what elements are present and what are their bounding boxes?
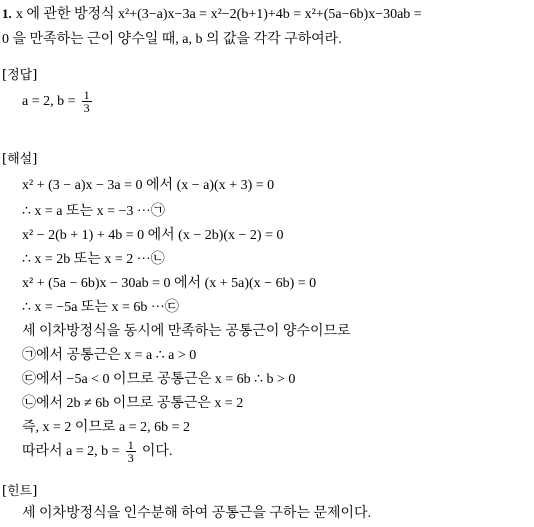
answer-frac-num: 1	[83, 88, 90, 102]
solution-header: [해설]	[2, 152, 38, 167]
answer-text: a = 2, b =	[22, 94, 76, 109]
answer-header: [정답]	[2, 68, 38, 83]
hint-header: [힌트]	[2, 484, 38, 499]
answer-fraction	[82, 89, 92, 114]
question-line-1	[2, 6, 422, 23]
conclusion-prefix: 따라서 a = 2, b =	[22, 444, 120, 459]
solution-line-8: ㉠에서 공통근은 x = a ∴ a > 0	[22, 348, 197, 363]
solution-line-4: ∴ x = 2b 또는 x = 2 ···㉡	[22, 252, 165, 267]
solution-line-5: x² + (5a − 6b)x − 30ab = 0 에서 (x + 5a)(x − 6b) = 0	[22, 276, 317, 291]
conclusion-frac-num: 1	[127, 438, 134, 452]
question-number: 1.	[2, 6, 12, 21]
question-text-1: x 에 관한 방정식 x²+(3−a)x−3a = x²−2(b+1)+4b = x²+(5a−6b)x−30ab =	[15, 7, 422, 22]
hint-text: 세 이차방정식을 인수분해 하여 공통근을 구하는 문제이다.	[22, 506, 372, 521]
solution-line-11: 즉, x = 2 이므로 a = 2, 6b = 2	[22, 420, 190, 435]
answer-frac-den: 3	[83, 101, 90, 115]
solution-line-7: 세 이차방정식을 동시에 만족하는 공통근이 양수이므로	[22, 324, 351, 339]
solution-line-10: ㉡에서 2b ≠ 6b 이므로 공통근은 x = 2	[22, 396, 244, 411]
conclusion-fraction	[126, 439, 136, 464]
solution-line-9: ㉢에서 −5a < 0 이므로 공통근은 x = 6b ∴ b > 0	[22, 372, 296, 387]
answer-line	[22, 88, 94, 116]
conclusion-suffix: 이다.	[141, 444, 173, 459]
question-text-2: 0 을 만족하는 근이 양수일 때, a, b 의 값을 각각 구하여라.	[2, 32, 342, 47]
solution-line-1: x² + (3 − a)x − 3a = 0 에서 (x − a)(x + 3) = 0	[22, 178, 275, 193]
solution-line-2: ∴ x = a 또는 x = −3 ···㉠	[22, 204, 165, 219]
solution-line-6: ∴ x = −5a 또는 x = 6b ···㉢	[22, 300, 179, 315]
solution-line-3: x² − 2(b + 1) + 4b = 0 에서 (x − 2b)(x − 2) = 0	[22, 228, 284, 243]
question-line-2	[2, 32, 342, 48]
conclusion-frac-den: 3	[127, 451, 134, 465]
solution-conclusion	[22, 438, 172, 466]
